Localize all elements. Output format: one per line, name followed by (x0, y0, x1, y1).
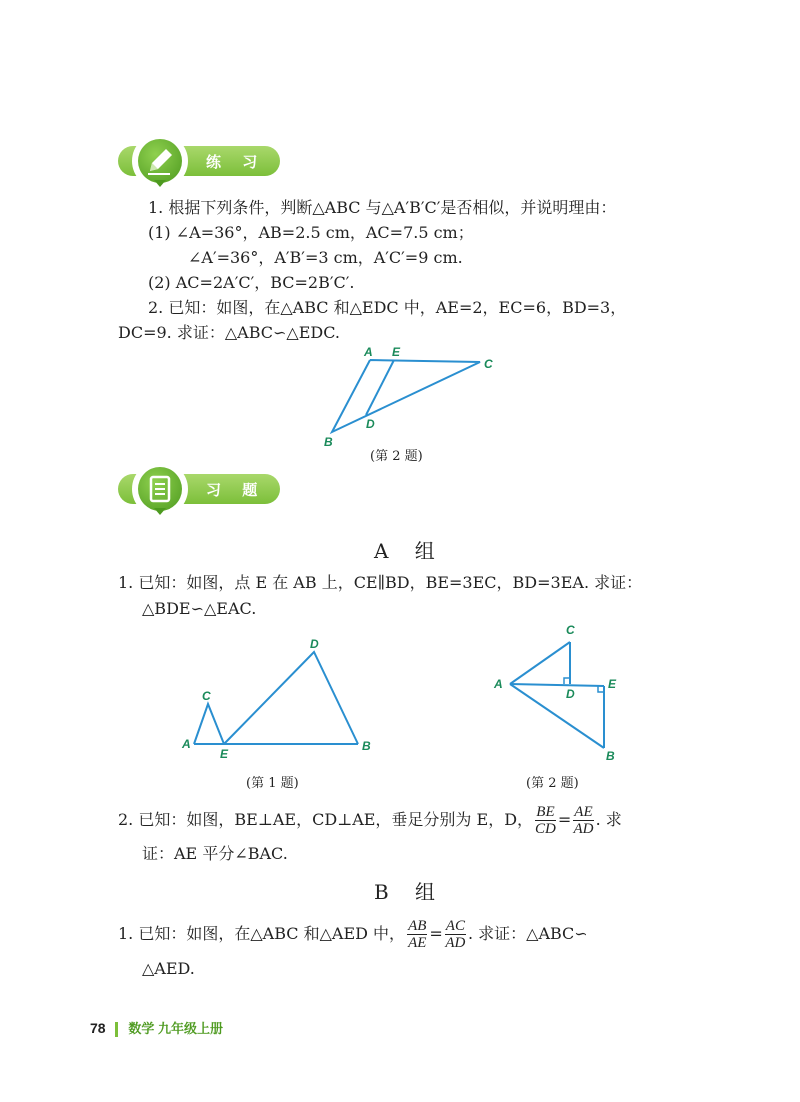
exercise-a1-line2: △BDE∽△EAC. (142, 599, 257, 618)
exercises-pointer (154, 508, 166, 515)
fig1-label-a: A (182, 737, 191, 751)
fraction-denominator: AD (573, 821, 594, 837)
equals-sign: = (429, 924, 443, 943)
fig1-label-e: E (220, 747, 229, 761)
exercise-figure-1 (176, 630, 386, 765)
fig-label-e: E (392, 345, 401, 359)
fig1-caption: (第 1 题) (246, 776, 299, 791)
fraction-denominator: CD (535, 821, 556, 837)
fig2-label-a: A (494, 677, 503, 691)
fraction-ac-ad (445, 918, 466, 951)
fig1-label-c: C (202, 689, 211, 703)
fig-label-b: B (324, 435, 333, 449)
exercise-a2-pre: 2. 已知：如图，BE⊥AE，CD⊥AE，垂足分别为 E，D， (118, 810, 534, 829)
pencil-icon (138, 139, 182, 183)
practice-figure (310, 340, 520, 450)
fig1-triangle-ace (194, 704, 224, 744)
exercise-a2-line1 (118, 800, 622, 840)
exercise-a2-post: . 求 (595, 810, 622, 829)
book-title: 数学 九年级上册 (128, 1021, 223, 1036)
fig-triangle-abc (332, 360, 480, 432)
fig2-segment-ab (510, 684, 604, 748)
notebook-icon (138, 467, 182, 511)
fraction-ae-ad (573, 804, 593, 837)
fraction-denominator: AE (408, 935, 427, 951)
fig-label-a: A (364, 345, 373, 359)
fig-segment-ed (366, 360, 394, 415)
fraction-numerator: AE (574, 804, 593, 820)
exercise-b1-post: . 求证：△ABC∽ (467, 924, 588, 943)
fig1-triangle-bde (224, 652, 358, 744)
fraction-numerator: AB (408, 918, 427, 934)
equals-sign: = (557, 810, 572, 829)
practice-q2-line2: DC=9. 求证：△ABC∽△EDC. (118, 323, 340, 342)
fig2-caption: (第 2 题) (526, 776, 579, 791)
fig-label-d: D (366, 417, 375, 431)
group-b-heading: B 组 (374, 880, 446, 904)
fig2-label-c: C (566, 623, 575, 637)
page-number: 78 (90, 1020, 106, 1036)
practice-q1-a1: (1) ∠A=36°，AB=2.5 cm，AC=7.5 cm； (148, 223, 474, 242)
exercise-figure-2 (488, 618, 628, 768)
group-a-heading: A 组 (374, 539, 445, 563)
fig2-label-d: D (566, 687, 575, 701)
fig-label-c: C (484, 357, 493, 371)
practice-fig-caption: (第 2 题) (370, 449, 423, 464)
exercise-a2-line2: 证：AE 平分∠BAC. (142, 844, 288, 863)
exercise-b1-line2: △AED. (142, 959, 195, 978)
fig2-label-b: B (606, 749, 615, 763)
footer (90, 1018, 223, 1037)
practice-q1-b: (2) AC=2A′C′，BC=2B′C′. (148, 273, 355, 292)
fig1-label-b: B (362, 739, 371, 753)
exercise-a1-line1: 1. 已知：如图，点 E 在 AB 上，CE∥BD，BE=3EC，BD=3EA. 求证： (118, 573, 643, 592)
footer-divider (115, 1022, 118, 1037)
fraction-be-cd (535, 804, 556, 837)
fraction-numerator: AC (445, 918, 465, 934)
fig2-segment-ae (510, 684, 604, 686)
fig2-segment-ac (510, 642, 570, 684)
fig1-label-d: D (310, 637, 319, 651)
practice-title: 练 习 (206, 153, 266, 171)
fraction-denominator: AD (445, 935, 466, 951)
exercise-b1-pre: 1. 已知：如图，在△ABC 和△AED 中， (118, 924, 406, 943)
exercise-b1-line1 (118, 914, 588, 954)
practice-q1-a2: ∠A′=36°，A′B′=3 cm，A′C′=9 cm. (188, 248, 463, 267)
practice-pointer (154, 180, 166, 187)
fig2-label-e: E (608, 677, 617, 691)
practice-q2-line1: 2. 已知：如图，在△ABC 和△EDC 中，AE=2，EC=6，BD=3， (148, 298, 627, 317)
exercises-title: 习 题 (206, 481, 266, 499)
practice-q1-intro: 1. 根据下列条件，判断△ABC 与△A′B′C′是否相似，并说明理由： (148, 198, 617, 217)
fraction-ab-ae (407, 918, 427, 951)
fraction-numerator: BE (536, 804, 555, 820)
